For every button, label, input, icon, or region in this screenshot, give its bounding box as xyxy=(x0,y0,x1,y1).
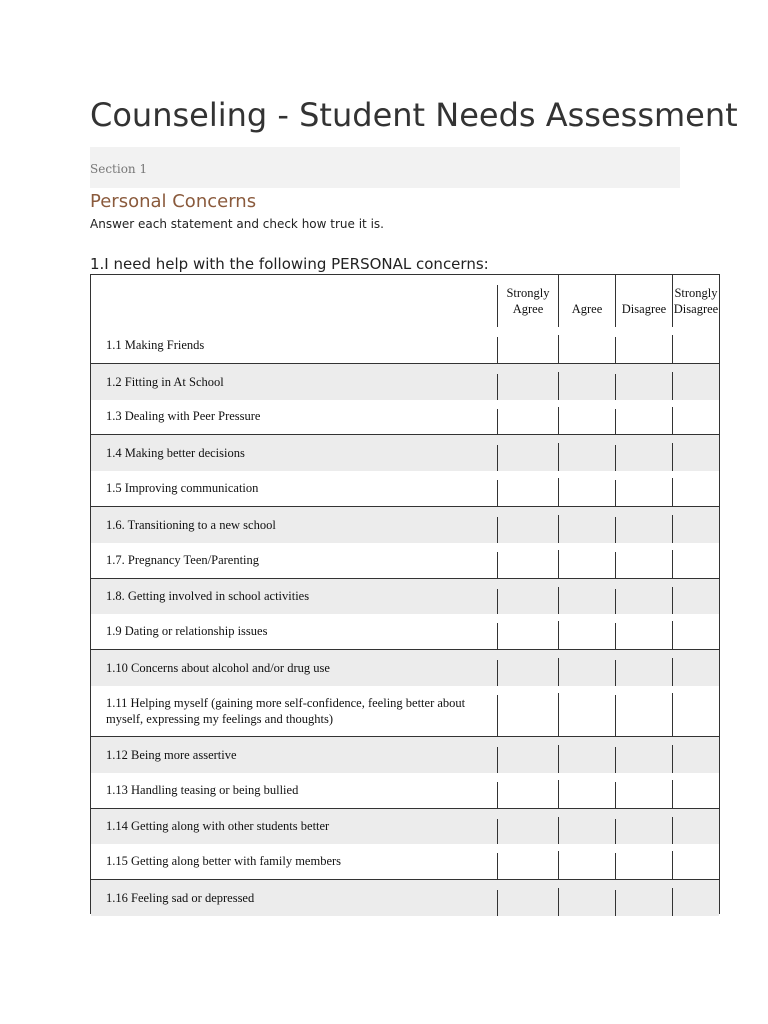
response-cell-disagree[interactable] xyxy=(616,809,672,845)
response-cell-strongly-agree[interactable] xyxy=(498,470,558,506)
table-row xyxy=(91,578,719,615)
response-cell-agree[interactable] xyxy=(559,809,615,845)
response-cell-disagree[interactable] xyxy=(616,470,672,506)
table-row xyxy=(91,808,719,845)
response-cell-agree[interactable] xyxy=(559,772,615,808)
section-heading: Personal Concerns xyxy=(90,191,257,212)
column-header-line: Agree xyxy=(571,302,603,316)
response-cell-strongly-disagree[interactable] xyxy=(673,327,719,363)
row-label: 1.13 Handling teasing or being bullied xyxy=(106,782,299,797)
likert-matrix xyxy=(90,274,720,914)
row-label: 1.9 Dating or relationship issues xyxy=(106,624,268,639)
response-cell-disagree[interactable] xyxy=(616,880,672,916)
response-cell-agree[interactable] xyxy=(559,327,615,363)
row-label: 1.4 Making better decisions xyxy=(106,446,245,461)
response-cell-disagree[interactable] xyxy=(616,843,672,879)
row-label: 1.11 Helping myself (gaining more self-confidence, feeling better about myself, expressing my feelings and thoughts) xyxy=(106,695,466,726)
response-cell-strongly-disagree[interactable] xyxy=(673,843,719,879)
response-cell-agree[interactable] xyxy=(559,364,615,400)
response-cell-strongly-agree[interactable] xyxy=(498,542,558,578)
row-label: 1.3 Dealing with Peer Pressure xyxy=(106,409,261,424)
response-cell-agree[interactable] xyxy=(559,435,615,471)
response-cell-agree[interactable] xyxy=(559,542,615,578)
response-cell-strongly-agree[interactable] xyxy=(498,685,558,736)
table-row xyxy=(91,685,719,736)
response-cell-strongly-disagree[interactable] xyxy=(673,737,719,773)
response-cell-strongly-agree[interactable] xyxy=(498,435,558,471)
response-cell-disagree[interactable] xyxy=(616,772,672,808)
response-cell-agree[interactable] xyxy=(559,880,615,916)
response-cell-agree[interactable] xyxy=(559,399,615,435)
response-cell-disagree[interactable] xyxy=(616,685,672,736)
row-label: 1.14 Getting along with other students better xyxy=(106,819,330,834)
table-row xyxy=(91,363,719,400)
response-cell-disagree[interactable] xyxy=(616,579,672,615)
column-header-line: Agree xyxy=(512,302,544,316)
response-cell-strongly-disagree[interactable] xyxy=(673,470,719,506)
column-header-line xyxy=(616,285,672,301)
row-label: 1.15 Getting along better with family members xyxy=(106,854,342,869)
row-label: 1.12 Being more assertive xyxy=(106,747,237,762)
row-label: 1.10 Concerns about alcohol and/or drug use xyxy=(106,661,330,676)
section-instructions: Answer each statement and check how true it is. xyxy=(90,217,384,231)
matrix-header xyxy=(91,275,719,327)
response-cell-strongly-agree[interactable] xyxy=(498,364,558,400)
response-cell-strongly-disagree[interactable] xyxy=(673,399,719,435)
table-row xyxy=(91,772,719,808)
table-row xyxy=(91,399,719,435)
response-cell-strongly-agree[interactable] xyxy=(498,507,558,543)
row-label: 1.2 Fitting in At School xyxy=(106,374,224,389)
response-cell-strongly-agree[interactable] xyxy=(498,579,558,615)
response-cell-strongly-agree[interactable] xyxy=(498,327,558,363)
row-label: 1.5 Improving communication xyxy=(106,481,259,496)
row-label: 1.1 Making Friends xyxy=(106,337,205,352)
response-cell-agree[interactable] xyxy=(559,613,615,649)
table-row xyxy=(91,327,719,363)
table-row xyxy=(91,434,719,471)
column-header-line xyxy=(559,285,615,301)
response-cell-disagree[interactable] xyxy=(616,650,672,686)
response-cell-strongly-agree[interactable] xyxy=(498,737,558,773)
response-cell-disagree[interactable] xyxy=(616,507,672,543)
row-label: 1.8. Getting involved in school activities xyxy=(106,589,310,604)
column-header-line: Strongly xyxy=(674,286,718,300)
response-cell-disagree[interactable] xyxy=(616,364,672,400)
section-label: Section 1 xyxy=(90,162,148,176)
response-cell-disagree[interactable] xyxy=(616,542,672,578)
page-title: Counseling - Student Needs Assessment xyxy=(90,96,738,134)
response-cell-strongly-disagree[interactable] xyxy=(673,880,719,916)
response-cell-strongly-agree[interactable] xyxy=(498,843,558,879)
response-cell-agree[interactable] xyxy=(559,470,615,506)
column-header-line: Disagree xyxy=(621,302,667,316)
response-cell-disagree[interactable] xyxy=(616,399,672,435)
response-cell-agree[interactable] xyxy=(559,579,615,615)
response-cell-strongly-disagree[interactable] xyxy=(673,579,719,615)
column-header-line: Disagree xyxy=(673,302,719,316)
response-cell-agree[interactable] xyxy=(559,737,615,773)
table-row xyxy=(91,843,719,879)
column-header-agree xyxy=(559,285,615,317)
column-header-line: Strongly xyxy=(506,286,550,300)
response-cell-strongly-agree[interactable] xyxy=(498,613,558,649)
response-cell-strongly-disagree[interactable] xyxy=(673,809,719,845)
column-header-strongly-agree xyxy=(498,285,558,317)
response-cell-strongly-disagree[interactable] xyxy=(673,435,719,471)
row-label: 1.16 Feeling sad or depressed xyxy=(106,891,255,906)
response-cell-strongly-disagree[interactable] xyxy=(673,542,719,578)
response-cell-strongly-agree[interactable] xyxy=(498,809,558,845)
row-label: 1.7. Pregnancy Teen/Parenting xyxy=(106,552,260,567)
question-title: 1.I need help with the following PERSONAL concerns: xyxy=(90,255,489,273)
response-cell-agree[interactable] xyxy=(559,685,615,736)
table-row xyxy=(91,542,719,578)
response-cell-strongly-disagree[interactable] xyxy=(673,507,719,543)
response-cell-disagree[interactable] xyxy=(616,613,672,649)
table-row xyxy=(91,736,719,773)
response-cell-agree[interactable] xyxy=(559,843,615,879)
response-cell-strongly-disagree[interactable] xyxy=(673,364,719,400)
table-row xyxy=(91,613,719,649)
table-row xyxy=(91,506,719,543)
response-cell-strongly-agree[interactable] xyxy=(498,399,558,435)
response-cell-strongly-disagree[interactable] xyxy=(673,685,719,736)
response-cell-strongly-agree[interactable] xyxy=(498,772,558,808)
row-label: 1.6. Transitioning to a new school xyxy=(106,517,276,532)
table-row xyxy=(91,879,719,916)
response-cell-strongly-agree[interactable] xyxy=(498,650,558,686)
response-cell-agree[interactable] xyxy=(559,650,615,686)
table-row xyxy=(91,470,719,506)
response-cell-disagree[interactable] xyxy=(616,435,672,471)
response-cell-agree[interactable] xyxy=(559,507,615,543)
section-bar xyxy=(90,147,680,188)
column-header-disagree xyxy=(616,285,672,317)
column-header-strongly-disagree xyxy=(669,285,723,317)
response-cell-strongly-disagree[interactable] xyxy=(673,613,719,649)
response-cell-strongly-agree[interactable] xyxy=(498,880,558,916)
table-row xyxy=(91,649,719,686)
response-cell-disagree[interactable] xyxy=(616,327,672,363)
response-cell-disagree[interactable] xyxy=(616,737,672,773)
response-cell-strongly-disagree[interactable] xyxy=(673,650,719,686)
response-cell-strongly-disagree[interactable] xyxy=(673,772,719,808)
